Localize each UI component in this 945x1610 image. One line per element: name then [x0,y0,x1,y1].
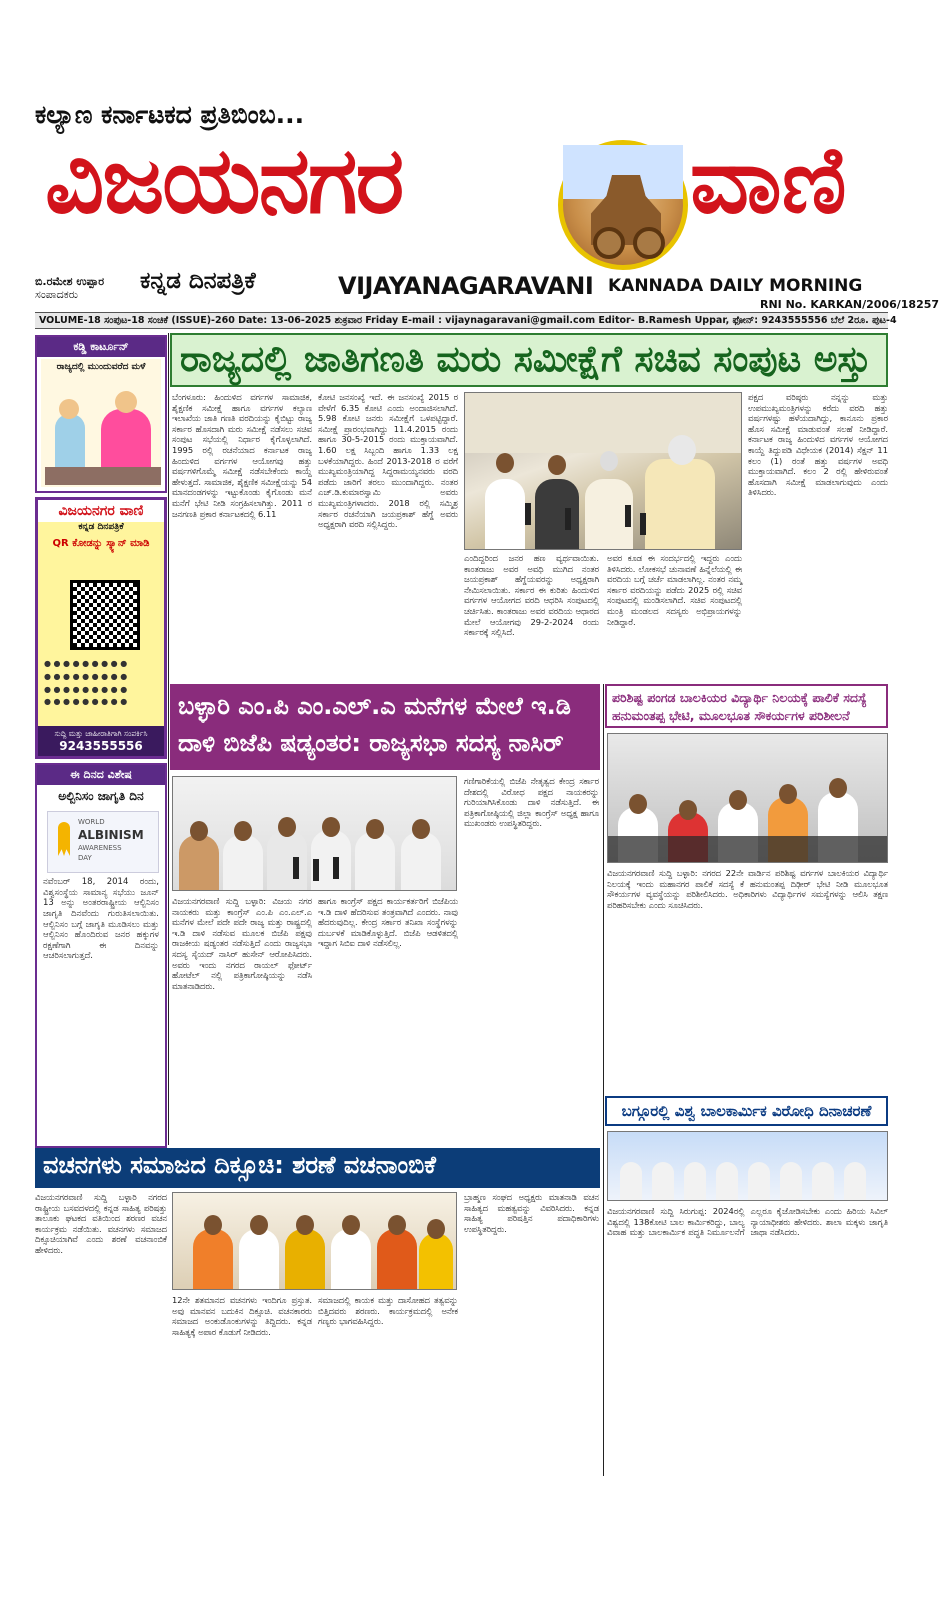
ad-phone-label: ಸುದ್ದಿ ಮತ್ತು ಜಾಹೀರಾತಿಗಾಗಿ ಸಂಪರ್ಕಿಸಿ [54,729,148,738]
lead-column-3: ಎಂದಿದ್ದರಿಂದ ಜನರ ಹಣ ವ್ಯರ್ಥವಾಯಿತು. ಕಾಂತರಾಜು ಅವರ ಅವಧಿ ಮುಗಿದ ನಂತರ ಜಯಪ್ರಕಾಶ್ ಹೆಗ್ಡೆಯವರನ್ನು ಅಧ್ಯಕ್ಷರಾಗಿ ನೇಮಿಸಲಾಯಿತು. ಸರ್ಕಾರ ಈ ಕುರಿತು ಹಿಂದುಳಿದ ವರ್ಗಗಳ ಆಯೋಗದ ವರದಿ ಆಧರಿಸಿ ಸಂಪುಟದಲ್ಲಿ ಚರ್ಚಿಸಿತು. ಕಾಂತರಾಜು ಅವರ ವರದಿಯ ಆಧಾರದ ಮೇಲೆ ಆಯೋಗವು 29-2-2024 ರಂದು ಸರ್ಕಾರಕ್ಕೆ ಸಲ್ಲಿಸಿದೆ. [464,553,599,638]
masthead-title-left: ವಿಜಯನಗರ [45,127,403,234]
story3-headline: ಪರಿಶಿಷ್ಟ ಪಂಗಡ ಬಾಲಕಿಯರ ವಿದ್ಯಾರ್ಥಿ ನಿಲಯಕ್ಕೆ ಪಾಲಿಕೆ ಸದಸ್ಯೆ ಹನುಮಂತಪ್ಪ ಭೇಟಿ, ಮೂಲಭೂತ ಸೌಕರ್ಯಗಳ ಪರಿಶೀಲನೆ [605,684,888,728]
editor-block [35,275,104,301]
qr-code[interactable] [70,580,140,650]
ad-title: ವಿಜಯನಗರ ವಾಣಿ [38,500,164,522]
story5-column-2: 12ನೇ ಶತಮಾನದ ವಚನಗಳು ಇಂದಿಗೂ ಪ್ರಸ್ತುತ. ಅವು ಮಾನವನ ಬದುಕಿನ ದಿಕ್ಸೂಚಿ. ವಚನಕಾರರು ಸಮಾಜದ ಅಂಕುಡೊಂಕುಗಳನ್ನು ತಿದ್ದಿದರು. ಕನ್ನಡ ಸಾಹಿತ್ಯಕ್ಕೆ ಅಪಾರ ಕೊಡುಗೆ ನೀಡಿದರು. [172,1295,312,1337]
cartoon-box [35,335,167,493]
ribbon-icon [58,822,70,856]
story4-body: ವಿಜಯನಗರವಾಣಿ ಸುದ್ದಿ ಸಿರುಗುಪ್ಪ: 2024ರಲ್ಲಿ ವಿಶ್ವದಲ್ಲಿ 138ಕೋಟಿ ಬಾಲ ಕಾರ್ಮಿಕರಿದ್ದು, ಬಾಲ್ಯ ವಿವಾಹ ಮತ್ತು ಬಾಲಕಾರ್ಮಿಕ ಪದ್ಧತಿ ನಿರ್ಮೂಲನೆಗೆ ಎಲ್ಲರೂ ಕೈಜೋಡಿಸಬೇಕು ಎಂದು ಹಿರಿಯ ಸಿವಿಲ್ ನ್ಯಾಯಾಧೀಶರು ಹೇಳಿದರು. ಶಾಲಾ ಮಕ್ಕಳು ಜಾಗೃತಿ ಜಾಥಾ ನಡೆಸಿದರು. [607,1206,888,1238]
lead-headline: ರಾಜ್ಯದಲ್ಲಿ ಜಾತಿಗಣತಿ ಮರು ಸಮೀಕ್ಷೆಗೆ ಸಚಿವ ಸಂಪುಟ ಅಸ್ತು [170,333,888,387]
story5-column-1: ವಿಜಯನಗರವಾಣಿ ಸುದ್ದಿ ಬಳ್ಳಾರಿ ನಗರದ ರಾಷ್ಟ್ರೀಯ ಬಸವದಳದಲ್ಲಿ ಕನ್ನಡ ಸಾಹಿತ್ಯ ಪರಿಷತ್ತು ತಾಲೂಕು ಘಟಕದ ವತಿಯಿಂದ ಶರಣರ ವಚನ ಕಾರ್ಯಕ್ರಮ ನಡೆಯಿತು. ವಚನಗಳು ಸಮಾಜದ ದಿಕ್ಸೂಚಿಯಾಗಿವೆ ಎಂದು ಶರಣೆ ವಚನಾಂಬಿಕೆ ಹೇಳಿದರು. [35,1192,167,1256]
paper-name-english: VIJAYANAGARAVANI [338,272,594,300]
masthead-tagline: ಕಲ್ಯಾಣ ಕರ್ನಾಟಕದ ಪ್ರತಿಬಿಂಬ... [35,100,305,129]
masthead-title-right: ವಾಣಿ [690,127,847,234]
albinism-awareness-image: WORLD ALBINISM AWARENESS DAY [47,811,159,873]
story5-event-photo [172,1192,457,1290]
cartoon-illustration [41,359,161,487]
story5-column-4: ಬ್ರಾಹ್ಮಣ ಸಂಘದ ಅಧ್ಯಕ್ಷರು ಮಾತನಾಡಿ ವಚನ ಸಾಹಿತ್ಯದ ಮಹತ್ವವನ್ನು ವಿವರಿಸಿದರು. ಕನ್ನಡ ಸಾಹಿತ್ಯ ಪರಿಷತ್ತಿನ ಪದಾಧಿಕಾರಿಗಳು ಉಪಸ್ಥಿತರಿದ್ದರು. [464,1192,599,1234]
ad-phone[interactable]: 9243555556 [59,739,143,753]
lead-column-2: ಕೋಟಿ ಜನಸಂಖ್ಯೆ ಇದೆ. ಈ ಜನಸಂಖ್ಯೆ 2015 ರ ವೇಳೆಗೆ 6.35 ಕೋಟಿ ಎಂದು ಅಂದಾಜಿಸಲಾಗಿದೆ. 5.98 ಕೋಟಿ ಜನರು ಸಮೀಕ್ಷೆಗೆ ಒಳಪಟ್ಟಿದ್ದಾರೆ. ಸಮೀಕ್ಷೆ ಪ್ರಾರಂಭವಾಗಿದ್ದು 11.4.2015 ರಂದು ಹಾಗೂ 30-5-2015 ರಂದು ಮುಕ್ತಾಯವಾಗಿದೆ. 1.60 ಲಕ್ಷ ಸಿಬ್ಬಂದಿ ಹಾಗೂ 1.33 ಲಕ್ಷ ಬಳಕೆಯಾಗಿದ್ದರು. ಹಿಂದೆ 2013-2018 ರ ವರೆಗೆ ಮುಖ್ಯಮಂತ್ರಿಯಾಗಿದ್ದ ಸಿದ್ದರಾಮಯ್ಯನವರು ವರದಿ ಪಡೆದು ಜಾರಿಗೆ ತರಲು ಮುಂದಾಗಿದ್ದರು. ನಂತರ ಎಚ್.ಡಿ.ಕುಮಾರಸ್ವಾಮಿ ಅವರು ಮುಖ್ಯಮಂತ್ರಿಗಳಾದರು. 2018 ರಲ್ಲಿ ಸಮ್ಮಿಶ್ರ ಸರ್ಕಾರ ರಚನೆಯಾಗಿ ಜಯಪ್ರಕಾಶ್ ಹೆಗ್ಡೆ ಅವರು ಅಧ್ಯಕ್ಷರಾಗಿ ವರದಿ ಸಲ್ಲಿಸಿದ್ದರು. [318,392,458,530]
story3-body: ವಿಜಯನಗರವಾಣಿ ಸುದ್ದಿ ಬಳ್ಳಾರಿ: ನಗರದ 22ನೇ ವಾರ್ಡಿನ ಪರಿಶಿಷ್ಟ ವರ್ಗಗಳ ಬಾಲಕಿಯರ ವಿದ್ಯಾರ್ಥಿ ನಿಲಯಕ್ಕೆ ಇಂದು ಮಹಾನಗರ ಪಾಲಿಕೆ ಸದಸ್ಯೆ ಕೆ ಹನುಮಂತಪ್ಪ ದಿಢೀರ್ ಭೇಟಿ ನೀಡಿ ಮೂಲಭೂತ ಸೌಕರ್ಯಗಳ ವ್ಯವಸ್ಥೆಯನ್ನು ಪರಿಶೀಲಿಸಿದರು. ಅಧಿಕಾರಿಗಳು ವಿದ್ಯಾರ್ಥಿಗಳ ಸಮಸ್ಯೆಗಳನ್ನು ಆಲಿಸಿ ತಕ್ಷಣ ಪರಿಹರಿಸಬೇಕು ಎಂದು ಸೂಚಿಸಿದರು. [607,868,888,910]
lead-column-5: ಪಕ್ಷದ ವರಿಷ್ಠರು ನನ್ನನ್ನು ಮತ್ತು ಉಪಮುಖ್ಯಮಂತ್ರಿಗಳನ್ನು ಕರೆದು ವರದಿ ಹತ್ತು ವರ್ಷಗಳಷ್ಟು ಹಳೆಯದಾಗಿದ್ದು, ಕಾನೂನು ಪ್ರಕಾರ ಹೊಸ ಸಮೀಕ್ಷೆ ಮಾಡುವಂತೆ ಸಲಹೆ ನೀಡಿದ್ದಾರೆ. ಕರ್ನಾಟಕ ರಾಜ್ಯ ಹಿಂದುಳಿದ ವರ್ಗಗಳ ಆಯೋಗದ ಕಾಯ್ದೆ ತಿದ್ದುಪಡಿ ವಿಧೇಯಕ (2014) ಸೆಕ್ಷನ್ 11 ಕಲಂ (1) ರಂತೆ ಹತ್ತು ವರ್ಷಗಳ ಅವಧಿ ಮುಕ್ತಾಯವಾಗಿದೆ. ಕಲಂ 2 ರಲ್ಲಿ ಹೇಳಿರುವಂತೆ ಹೊಸದಾಗಿ ಸಮೀಕ್ಷೆ ಮಾಡಲಾಗುವುದು ಎಂದು ತಿಳಿಸಿದರು. [748,392,888,498]
story3-hostel-photo [607,733,888,863]
daily-label-kannada: ಕನ್ನಡ ದಿನಪತ್ರಿಕೆ [140,268,256,294]
rni-number: RNI No. KARKAN/2006/18257 [760,298,940,311]
story5-column-3: ಸಮಾಜದಲ್ಲಿ ಕಾಯಕ ಮತ್ತು ದಾಸೋಹದ ತತ್ವವನ್ನು ಬಿತ್ತಿದವರು ಶರಣರು. ಕಾರ್ಯಕ್ರಮದಲ್ಲಿ ಅನೇಕ ಗಣ್ಯರು ಭಾಗವಹಿಸಿದ್ದರು. [318,1295,458,1327]
day-special-body: ನವೆಂಬರ್ 18, 2014 ರಂದು, ವಿಶ್ವಸಂಸ್ಥೆಯ ಸಾಮಾನ್ಯ ಸಭೆಯು ಜೂನ್ 13 ಅನ್ನು ಅಂತರರಾಷ್ಟ್ರೀಯ ಆಲ್ಬಿನಿಸಂ ಜಾಗೃತಿ ದಿನವೆಂದು ಗುರುತಿಸಲಾಯಿತು. ಆಲ್ಬಿನಿಸಂ ಬಗ್ಗೆ ಜಾಗೃತಿ ಮೂಡಿಸಲು ಮತ್ತು ಆಲ್ಬಿನಿಸಂ ಹೊಂದಿರುವ ಜನರ ಹಕ್ಕುಗಳ ರಕ್ಷಣೆಗಾಗಿ ಈ ದಿನವನ್ನು ಆಚರಿಸಲಾಗುತ್ತದೆ. [43,877,159,962]
subscription-ad: ವಿಜಯನಗರ ವಾಣಿ ಕನ್ನಡ ದಿನಪತ್ರಿಕೆ QR ಕೋಡನ್ನು ಸ್ಕ್ಯಾನ್ ಮಾಡಿ ● ● ● ● ● ● ● ● ● ● ● ● ● ● ● ● ● ● ● ● ● ● ● ● ● ● ● ● ● ● ● ● ● ● ● ● ಸುದ್ದಿ ಮತ್ತು ಜಾಹೀರಾತಿಗಾಗಿ ಸಂಪರ್ಕಿಸಿ 9243555556 [35,497,167,759]
temple-chariot-logo [558,140,688,270]
story4-event-photo [607,1131,888,1201]
cartoon-header: ಕಡ್ಡಿ ಕಾರ್ಟೂನ್ [37,337,165,357]
story5-headline: ವಚನಗಳು ಸಮಾಜದ ದಿಕ್ಸೂಚಿ: ಶರಣೆ ವಚನಾಂಬಿಕೆ [35,1148,600,1188]
lead-press-photo [464,392,742,550]
day-special-title: ಅಲ್ಬಿನಿಸಂ ಜಾಗೃತಿ ದಿನ [58,789,144,803]
story2-column-1: ವಿಜಯನಗರವಾಣಿ ಸುದ್ದಿ ಬಳ್ಳಾರಿ: ವಿಜಯ ನಗರ ನಾಯಕರು ಮತ್ತು ಕಾಂಗ್ರೆಸ್ ಎಂ.ಪಿ ಎಂ.ಎಲ್.ಎ ಮನೆಗಳ ಮೇಲೆ ಪದೇ ಪದೇ ರಾಜ್ಯ ಮತ್ತು ರಾಷ್ಟ್ರದಲ್ಲಿ ಇ.ಡಿ ದಾಳಿ ನಡೆಸುವ ಮೂಲಕ ಬಿಜೆಪಿ ಪಕ್ಷವು ರಾಜಕೀಯ ಷಡ್ಯಂತರ ನಡೆಸುತ್ತಿದೆ ಎಂದು ರಾಜ್ಯಸಭಾ ಸದಸ್ಯ ಸೈಯದ್ ನಾಸಿರ್ ಹುಸೇನ್ ಆರೋಪಿಸಿದರು. ಅವರು ಇಂದು ನಗರದ ರಾಯಲ್ ಫೋರ್ಟ್ ಹೋಟೆಲ್ ನಲ್ಲಿ ಪತ್ರಿಕಾಗೋಷ್ಠಿಯನ್ನು ನಡೆಸಿ ಮಾತನಾಡಿದರು. [172,896,312,991]
story2-headline: ಬಳ್ಳಾರಿ ಎಂ.ಪಿ ಎಂ.ಎಲ್.ಎ ಮನೆಗಳ ಮೇಲೆ ಇ.ಡಿ ದಾಳಿ ಬಿಜೆಪಿ ಷಡ್ಯಂತರ: ರಾಜ್ಯಸಭಾ ಸದಸ್ಯ ನಾಸಿರ್ [170,684,600,770]
ad-qr-note: QR ಕೋಡನ್ನು ಸ್ಕ್ಯಾನ್ ಮಾಡಿ [52,538,150,549]
column-rule [603,684,604,1476]
editor-role: ಸಂಪಾದಕರು [35,288,79,302]
editor-name: ಬಿ.ರಮೇಶ ಉಪ್ಪಾರ [35,275,105,288]
story4-headline: ಬಗ್ಗೂರಲ್ಲಿ ವಿಶ್ವ ಬಾಲಕಾರ್ಮಿಕ ವಿರೋಧಿ ದಿನಾಚರಣೆ [605,1096,888,1126]
day-special-box [35,763,167,1148]
day-special-header: ಈ ದಿನದ ವಿಶೇಷ [37,765,165,785]
column-rule [168,333,169,1145]
daily-label-english: KANNADA DAILY MORNING [608,276,863,296]
cartoon-caption: ರಾಜ್ಯದಲ್ಲಿ ಮುಂದುವರೆದ ಮಳೆ [56,362,146,372]
lead-column-1: ಬೆಂಗಳೂರು: ಹಿಂದುಳಿದ ವರ್ಗಗಳ ಸಾಮಾಜಿಕ, ಶೈಕ್ಷಣಿಕ ಸಮೀಕ್ಷೆ ಹಾಗೂ ವರ್ಗಗಳ ಕಲ್ಯಾಣ ಇಲಾಖೆಯ ಜಾತಿ ಗಣತಿ ವರದಿಯನ್ನು ಕೈಬಿಟ್ಟು ರಾಜ್ಯ ಸರ್ಕಾರ ಹೊಸದಾಗಿ ಮರು ಸಮೀಕ್ಷೆ ನಡೆಸಲು ಸಚಿವ ಸಂಪುಟ ಸಭೆಯಲ್ಲಿ ನಿರ್ಧಾರ ಕೈಗೊಳ್ಳಲಾಗಿದೆ. 1995 ರಲ್ಲಿ ರಚನೆಯಾದ ಕರ್ನಾಟಕ ರಾಜ್ಯ ಹಿಂದುಳಿದ ವರ್ಗಗಳ ಆಯೋಗವು ಹತ್ತು ವರ್ಷಗಳಿಗೊಮ್ಮೆ ಸಮೀಕ್ಷೆ ನಡೆಸಬೇಕೆಂದು ಕಾಯ್ದೆ ಹೇಳುತ್ತದೆ. ಸಾಮಾಜಿಕ, ಶೈಕ್ಷಣಿಕ ಸಮೀಕ್ಷೆಯನ್ನು 54 ಮಾನದಂಡಗಳನ್ನು ಇಟ್ಟುಕೊಂಡು ಕೈಗೊಂಡು ಮನೆ ಮನೆಗೆ ಭೇಟಿ ನೀಡಿ ಸಂಗ್ರಹಿಸಲಾಗಿತ್ತು. 2011 ರ ಜನಗಣತಿ ಪ್ರಕಾರ ಕರ್ನಾಟಕದಲ್ಲಿ 6.11 [172,392,312,519]
issue-info-bar: VOLUME-18 ಸಂಪುಟ-18 ಸಂಚಿಕೆ (ISSUE)-260 Date: 13-06-2025 ಶುಕ್ರವಾರ Friday E-mail : vijaynagaravani@gmail.com Editor- B.Ramesh Uppar, ಫೋನ್: 9243555556 ಬೆಲೆ 2ರೂ. ಪುಟ-4 [35,312,888,329]
story2-column-3: ಗಣಿಗಾರಿಕೆಯಲ್ಲಿ ಬಿಜೆಪಿ ನೇತೃತ್ವದ ಕೇಂದ್ರ ಸರ್ಕಾರ ದೇಶದಲ್ಲಿ ವಿರೋಧ ಪಕ್ಷದ ನಾಯಕರನ್ನು ಗುರಿಯಾಗಿಸಿಕೊಂಡು ದಾಳಿ ನಡೆಸುತ್ತಿದೆ. ಈ ಪತ್ರಿಕಾಗೋಷ್ಠಿಯಲ್ಲಿ ಜಿಲ್ಲಾ ಕಾಂಗ್ರೆಸ್ ಅಧ್ಯಕ್ಷ ಹಾಗೂ ಮುಖಂಡರು ಉಪಸ್ಥಿತರಿದ್ದರು. [464,776,599,829]
lead-column-4: ಅವರ ಕೂಡ ಈ ಸಂದರ್ಭದಲ್ಲಿ ಇದ್ದರು ಎಂದು ತಿಳಿಸಿದರು. ಲೋಕಸಭೆ ಚುನಾವಣೆ ಹಿನ್ನೆಲೆಯಲ್ಲಿ ಈ ವರದಿಯ ಬಗ್ಗೆ ಚರ್ಚೆ ಮಾಡಲಾಗಿಲ್ಲ. ನಂತರ ನಮ್ಮ ಸರ್ಕಾರ ವರದಿಯನ್ನು ಪಡೆದು 2025 ರಲ್ಲಿ ಸಚಿವ ಸಂಪುಟದಲ್ಲಿ ಮಂಡಿಸಲಾಗಿದೆ. ಸಚಿವ ಸಂಪುಟದಲ್ಲಿ ಮಂತ್ರಿ ಮಂಡಲದ ಸದಸ್ಯರು ಅಭಿಪ್ರಾಯಗಳನ್ನು ನೀಡಿದ್ದಾರೆ. [607,553,742,627]
story2-press-photo [172,776,457,891]
ad-subtitle: ಕನ್ನಡ ದಿನಪತ್ರಿಕೆ [78,522,124,532]
story2-column-2: ಹಾಗೂ ಕಾಂಗ್ರೆಸ್ ಪಕ್ಷದ ಕಾರ್ಯಕರ್ತರಿಗೆ ಬಿಜೆಪಿಯ ಇ.ಡಿ ದಾಳಿ ಹೆದರಿಸುವ ತಂತ್ರವಾಗಿದೆ ಎಂದರು. ನಾವು ಹೆದರುವುದಿಲ್ಲ. ಕೇಂದ್ರ ಸರ್ಕಾರ ತನಿಖಾ ಸಂಸ್ಥೆಗಳನ್ನು ದುರ್ಬಳಕೆ ಮಾಡಿಕೊಳ್ಳುತ್ತಿದೆ. ಬಿಜೆಪಿ ಆಡಳಿತದಲ್ಲಿ ಇದ್ದಾಗ ಸಿಬಿಐ ದಾಳಿ ನಡೆಸಲಿಲ್ಲ. [318,896,458,949]
